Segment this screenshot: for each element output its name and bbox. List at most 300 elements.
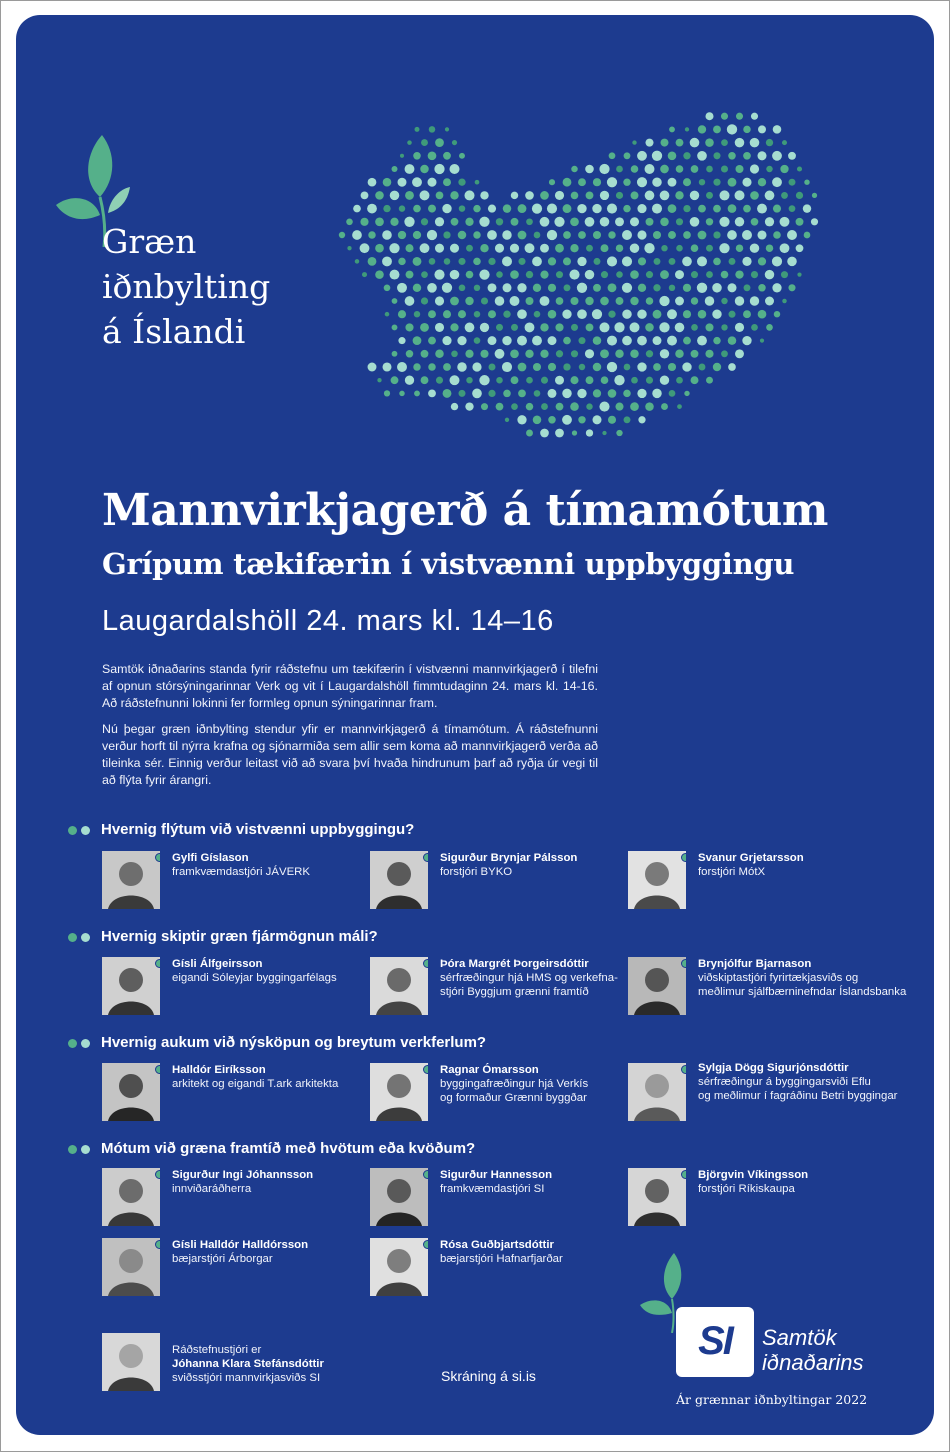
map-dot — [488, 283, 497, 292]
person-photo-icon — [102, 1333, 160, 1391]
map-dot — [474, 285, 480, 291]
map-dot — [479, 269, 489, 279]
section-title: Hvernig aukum við nýsköpun og breytum verkferlum? — [101, 1034, 487, 1051]
map-dot — [675, 270, 684, 279]
map-dot — [758, 284, 765, 291]
map-dot — [631, 165, 639, 173]
map-dot — [517, 415, 526, 424]
intro-paragraph-2: Nú þegar græn iðnbylting stendur yfir er mannvirkjagerð á tímamótum. Á ráðstefnunni verður horft til nýrra krafna og sjónarmiða sem allir sem koma að mannvirkjagerð verða að tileinka sér. Einnig verður leitast við að svara því hvaða hindrunum þarf að ryðja úr vegi til að flýta fyrir árangri. — [102, 722, 598, 787]
map-dot — [436, 192, 444, 200]
map-dot — [782, 299, 787, 304]
map-dot — [392, 324, 398, 330]
section-title: Hvernig skiptir græn fjármögnun máli? — [101, 928, 378, 945]
map-dot — [600, 217, 610, 227]
map-dot — [622, 309, 631, 318]
person-photo-icon — [370, 957, 428, 1015]
map-dot — [659, 296, 669, 306]
map-dot — [452, 140, 457, 145]
map-dot — [459, 153, 465, 159]
map-dot — [638, 257, 646, 265]
map-dot — [510, 244, 519, 253]
map-dot — [804, 179, 809, 184]
intro-paragraph-1: Samtök iðnaðarins standa fyrir ráðstefnu um tækifærin í vistvænni mannvirkjagerð í tilefni af opnun stórsýningarinnar Verk og vit í Laugardalshöll fimmtudaginn 24. mars kl. 14-16. Að ráðstefnunni lokinni fer formleg opnun sýningarinnar fram. — [102, 662, 598, 710]
map-dot — [540, 191, 549, 200]
map-dot — [593, 178, 601, 186]
map-dot — [488, 363, 495, 370]
map-dot — [667, 309, 677, 319]
speaker-role: byggingafræðingur hjá Verkís — [440, 1078, 589, 1090]
map-dot — [435, 323, 444, 332]
map-dot — [735, 217, 745, 227]
map-dot — [637, 336, 647, 346]
map-dot — [685, 127, 689, 131]
map-dot — [719, 243, 729, 253]
map-dot — [540, 271, 548, 279]
map-dot — [742, 230, 752, 240]
map-dot — [458, 179, 465, 186]
map-dot — [434, 270, 444, 280]
map-dot — [780, 243, 790, 253]
map-dot — [607, 177, 617, 187]
map-dot — [592, 415, 601, 424]
map-dot — [765, 270, 774, 279]
map-dot — [459, 284, 466, 291]
map-dot — [743, 205, 751, 213]
map-dot — [510, 349, 519, 358]
map-dot — [563, 337, 571, 345]
map-dot — [443, 231, 450, 238]
speaker-name: Rósa Guðbjartsdóttir — [440, 1239, 554, 1251]
moderator-intro: Ráðstefnustjóri er — [172, 1344, 262, 1356]
map-dot — [495, 244, 504, 253]
map-dot — [472, 362, 481, 371]
map-dot — [563, 178, 572, 187]
map-dot — [630, 350, 639, 359]
map-dot — [555, 191, 564, 200]
map-dot — [443, 152, 451, 160]
map-dot — [682, 362, 691, 371]
map-dot — [480, 323, 489, 332]
map-dot — [637, 230, 646, 239]
map-dot — [436, 377, 443, 384]
map-dot — [600, 297, 609, 306]
map-dot — [392, 351, 398, 357]
map-dot — [727, 283, 736, 292]
speaker-role: eigandi Sóleyjar byggingarfélags — [172, 972, 337, 984]
map-dot — [405, 376, 414, 385]
map-dot — [660, 165, 669, 174]
map-dot — [555, 244, 564, 253]
map-dot — [397, 362, 407, 372]
map-dot — [683, 337, 691, 345]
map-dot — [570, 297, 578, 305]
map-dot — [548, 363, 556, 371]
map-dot — [578, 416, 585, 423]
map-dot — [811, 218, 818, 225]
map-dot — [389, 243, 399, 253]
map-dot — [652, 177, 661, 186]
map-dot — [742, 178, 751, 187]
map-dot — [653, 231, 661, 239]
map-dot — [706, 218, 713, 225]
map-dot — [450, 297, 459, 306]
map-dot — [488, 310, 496, 318]
map-dot — [526, 403, 534, 411]
map-dot — [607, 362, 617, 372]
map-dot — [384, 284, 391, 291]
map-dot — [638, 416, 645, 423]
map-dot — [585, 349, 594, 358]
map-dot — [496, 218, 503, 225]
map-dot — [653, 284, 660, 291]
map-dot — [593, 336, 602, 345]
map-dot — [428, 205, 436, 213]
map-dot — [668, 231, 676, 239]
map-dot — [563, 231, 571, 239]
map-dot — [526, 271, 533, 278]
map-dot — [600, 191, 609, 200]
speaker-name: Gylfi Gíslason — [172, 852, 249, 864]
map-dot — [706, 271, 713, 278]
map-dot — [706, 166, 713, 173]
map-dot — [554, 217, 564, 227]
map-dot — [556, 350, 563, 357]
map-dot — [339, 232, 345, 238]
map-dot — [623, 390, 631, 398]
map-dot — [675, 297, 684, 306]
map-dot — [616, 192, 623, 199]
map-dot — [750, 243, 759, 252]
map-dot — [548, 336, 557, 345]
map-dot — [525, 243, 535, 253]
map-dot — [361, 191, 369, 199]
map-dot — [525, 191, 534, 200]
map-dot — [661, 245, 667, 251]
map-dot — [367, 204, 377, 214]
map-dot — [646, 377, 653, 384]
map-dot — [466, 377, 472, 383]
map-dot — [735, 165, 743, 173]
map-dot — [713, 363, 721, 371]
map-dot — [562, 310, 571, 319]
map-dot — [721, 324, 727, 330]
map-dot — [548, 389, 557, 398]
map-dot — [602, 431, 606, 435]
map-dot — [450, 270, 460, 280]
map-dot — [427, 283, 437, 293]
moderator-role: sviðsstjóri mannvirkjasviðs SI — [172, 1372, 321, 1384]
map-dot — [570, 244, 578, 252]
map-dot — [443, 363, 451, 371]
map-dot — [368, 257, 377, 266]
map-dot — [599, 402, 609, 412]
map-dot — [435, 296, 444, 305]
map-dot — [533, 284, 541, 292]
speaker-role: forstjóri BYKO — [440, 866, 513, 878]
map-dot — [765, 191, 775, 201]
map-dot — [601, 244, 609, 252]
map-dot — [719, 217, 729, 227]
map-dot — [413, 336, 422, 345]
map-dot — [804, 232, 811, 239]
map-dot — [797, 166, 802, 171]
map-dot — [697, 256, 707, 266]
map-dot — [697, 336, 707, 346]
map-dot — [465, 218, 473, 226]
map-dot — [571, 350, 578, 357]
map-dot — [505, 418, 509, 422]
map-dot — [675, 191, 683, 199]
map-dot — [511, 218, 519, 226]
map-dot — [464, 190, 474, 200]
map-dot — [614, 375, 624, 385]
map-dot — [594, 258, 601, 265]
map-dot — [705, 323, 713, 331]
map-dot — [615, 350, 623, 358]
map-dot — [382, 256, 392, 266]
map-dot — [555, 429, 564, 438]
map-dot — [541, 403, 548, 410]
person-photo-icon — [628, 851, 686, 909]
map-dot — [705, 112, 713, 120]
map-dot — [736, 244, 743, 251]
map-dot — [637, 151, 647, 161]
map-dot — [549, 179, 555, 185]
map-dot — [661, 139, 669, 147]
map-dot — [577, 257, 586, 266]
map-dot — [572, 430, 577, 435]
map-dot — [616, 244, 623, 251]
map-dot — [429, 258, 436, 265]
map-dot — [413, 363, 420, 370]
speaker-role: meðlimur sjálfbærninefndar Íslandsbanka — [698, 986, 907, 998]
map-dot — [797, 272, 801, 276]
map-dot — [713, 152, 720, 159]
map-dot — [772, 256, 782, 266]
map-dot — [675, 350, 684, 359]
map-dot — [360, 243, 370, 253]
map-dot — [421, 139, 428, 146]
map-dot — [570, 402, 579, 411]
map-dot — [517, 336, 527, 346]
map-dot — [712, 283, 722, 293]
map-dot — [645, 191, 655, 201]
map-dot — [368, 231, 376, 239]
map-dot — [691, 376, 699, 384]
map-dot — [518, 204, 527, 213]
map-dot — [496, 377, 503, 384]
map-dot — [735, 270, 743, 278]
section-heading — [68, 1034, 486, 1051]
section-title: Mótum við græna framtíð með hvötum eða kvöðum? — [101, 1140, 476, 1157]
person-photo-icon — [370, 1063, 428, 1121]
map-dot — [719, 190, 729, 200]
map-dot — [690, 217, 700, 227]
speaker-name: Brynjólfur Bjarnason — [698, 958, 812, 970]
map-dot — [682, 257, 692, 267]
map-dot — [353, 205, 361, 213]
map-dot — [562, 415, 572, 425]
map-dot — [472, 389, 482, 399]
map-dot — [615, 403, 623, 411]
map-dot — [713, 337, 720, 344]
map-dot — [607, 336, 617, 346]
map-dot — [772, 177, 782, 187]
brand-line-2: iðnbylting — [102, 267, 271, 306]
map-dot — [713, 125, 721, 133]
map-dot — [480, 244, 488, 252]
map-dot — [435, 244, 444, 253]
bullet-dots-icon — [68, 1144, 98, 1154]
map-dot — [713, 231, 720, 238]
speaker-name: Sigurður Hannesson — [440, 1169, 553, 1181]
map-dot — [435, 350, 444, 359]
map-dot — [691, 297, 698, 304]
map-dot — [661, 403, 668, 410]
map-dot — [577, 283, 587, 293]
map-dot — [496, 271, 503, 278]
map-dot — [772, 283, 781, 292]
map-dot — [382, 362, 391, 371]
map-dot — [375, 217, 384, 226]
map-dot — [812, 193, 817, 198]
map-dot — [586, 376, 594, 384]
map-dot — [750, 191, 759, 200]
map-dot — [659, 322, 669, 332]
map-dot — [510, 270, 519, 279]
map-dot — [713, 205, 721, 213]
map-dot — [556, 403, 564, 411]
person-photo-icon — [370, 1238, 428, 1296]
map-dot — [765, 297, 774, 306]
map-dot — [525, 350, 533, 358]
map-dot — [592, 204, 601, 213]
map-dot — [735, 296, 744, 305]
map-dot — [578, 178, 586, 186]
map-dot — [571, 324, 578, 331]
person-photo-icon — [102, 1168, 160, 1226]
map-dot — [577, 389, 586, 398]
map-dot — [599, 164, 609, 174]
map-dot — [669, 126, 675, 132]
map-dot — [398, 337, 405, 344]
map-dot — [706, 377, 713, 384]
map-dot — [697, 151, 707, 161]
map-dot — [676, 165, 684, 173]
speaker-role: sérfræðingur hjá HMS og verkefna- — [440, 972, 618, 984]
map-dot — [669, 258, 676, 265]
speaker-role: forstjóri Ríkiskaupa — [698, 1183, 795, 1195]
map-dot — [653, 336, 662, 345]
map-dot — [774, 311, 780, 317]
map-dot — [757, 151, 766, 160]
map-dot — [399, 205, 405, 211]
map-dot — [420, 243, 430, 253]
map-dot — [398, 310, 406, 318]
map-dot — [593, 363, 602, 372]
map-dot — [751, 324, 758, 331]
section-heading — [68, 1140, 475, 1157]
map-dot — [413, 231, 421, 239]
map-dot — [518, 363, 527, 372]
map-dot — [540, 350, 548, 358]
speaker-role: framkvæmdastjóri JÁVERK — [172, 866, 310, 878]
map-dot — [750, 164, 759, 173]
map-dot — [592, 309, 602, 319]
map-dot — [563, 257, 571, 265]
map-dot — [622, 283, 632, 293]
map-dot — [428, 310, 436, 318]
map-dot — [750, 296, 759, 305]
map-dot — [782, 140, 787, 145]
map-dot — [721, 165, 728, 172]
bullet-dots-icon — [68, 932, 98, 942]
map-dot — [443, 389, 452, 398]
map-dot — [683, 310, 691, 318]
map-dot — [428, 337, 436, 345]
map-dot — [480, 350, 488, 358]
speaker-name: Sigurður Brynjar Pálsson — [440, 852, 578, 864]
map-dot — [474, 337, 481, 344]
map-dot — [653, 363, 661, 371]
speaker-role: bæjarstjóri Árborgar — [172, 1253, 273, 1265]
map-dot — [540, 217, 550, 227]
map-dot — [705, 296, 715, 306]
map-dot — [465, 297, 473, 305]
map-dot — [488, 205, 496, 213]
map-dot — [427, 178, 436, 187]
map-dot — [481, 297, 488, 304]
map-dot — [390, 191, 400, 201]
map-dot — [766, 166, 772, 172]
map-dot — [660, 349, 669, 358]
map-dot — [622, 336, 632, 346]
map-dot — [511, 403, 518, 410]
speaker-name: Gísli Álfgeirsson — [172, 958, 263, 970]
map-dot — [532, 336, 542, 346]
map-dot — [421, 271, 428, 278]
map-dot — [450, 191, 458, 199]
map-dot — [368, 178, 377, 187]
map-dot — [586, 429, 593, 436]
map-dot — [586, 323, 594, 331]
map-dot — [570, 376, 578, 384]
map-dot — [428, 389, 436, 397]
registration-link[interactable]: Skráning á si.is — [441, 1368, 536, 1384]
map-dot — [465, 323, 475, 333]
map-dot — [750, 138, 760, 148]
section-heading — [68, 821, 414, 838]
map-dot — [405, 244, 413, 252]
map-dot — [669, 285, 675, 291]
map-dot — [616, 297, 624, 305]
map-dot — [623, 178, 630, 185]
map-dot — [390, 270, 400, 280]
map-dot — [443, 178, 451, 186]
map-dot — [585, 165, 594, 174]
map-dot — [533, 363, 541, 371]
map-dot — [479, 217, 489, 227]
map-dot — [622, 230, 632, 240]
map-dot — [803, 204, 811, 212]
map-dot — [728, 311, 735, 318]
map-dot — [405, 296, 415, 306]
map-dot — [435, 217, 444, 226]
map-dot — [548, 284, 556, 292]
map-dot — [683, 178, 691, 186]
map-dot — [585, 217, 595, 227]
map-dot — [450, 244, 459, 253]
